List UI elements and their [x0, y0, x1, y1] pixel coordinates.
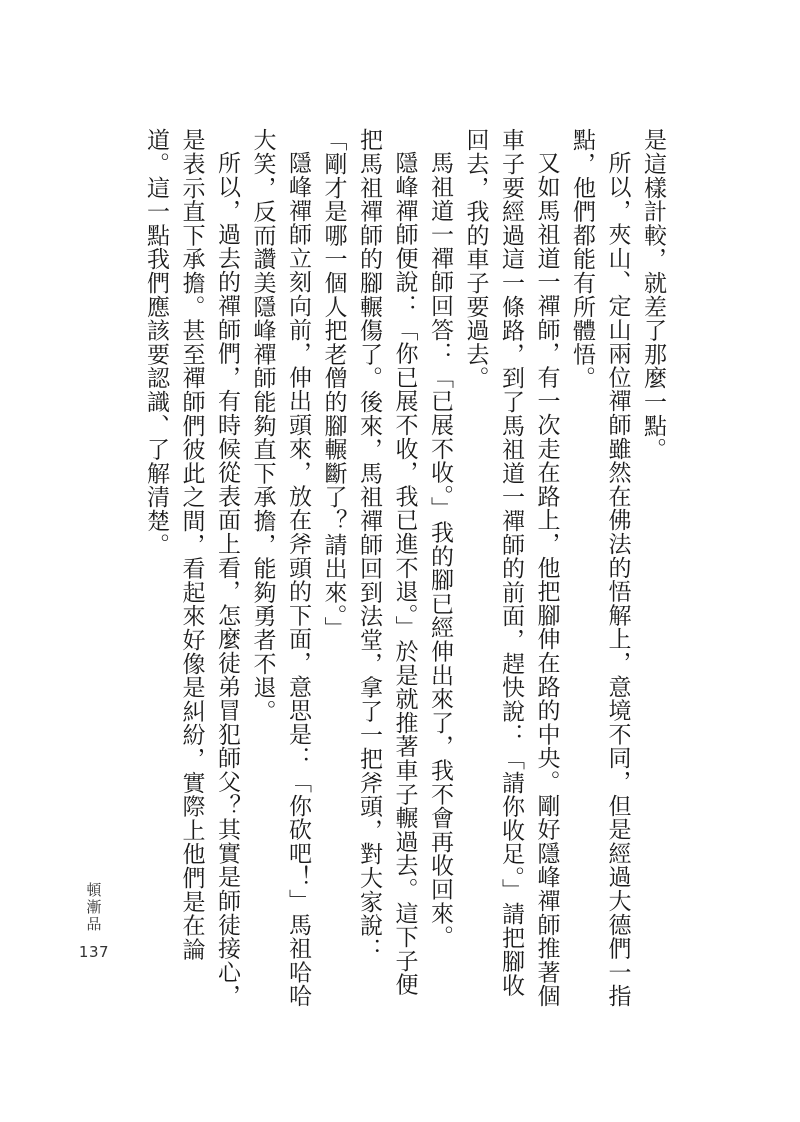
paragraph-7: 所以，過去的禪師們，有時候從表面上看，怎麼徒弟冒犯師父？其實是師徒接心，是表示直下承擔。甚至禪師們彼此之間，看起來好像是糾紛，實際上他們是在論道。這一點我們應該要認識、了解清楚。 — [143, 128, 240, 1008]
paragraph-4: 馬祖道一禪師回答：「已展不收。」我的腳已經伸出來了，我不會再收回來。 — [427, 151, 453, 949]
paragraph-2: 所以，夾山、定山兩位禪師雖然在佛法的悟解上，意境不同，但是經過大德們一指點，他們都能有所體悟。 — [569, 128, 631, 1008]
running-title: 頓漸品 — [84, 882, 103, 933]
paragraph-1: 是這樣計較，就差了那麼一點。 — [640, 128, 666, 462]
paragraph-3: 又如馬祖道一禪師，有一次走在路上，他把腳伸在路的中央。剛好隱峰禪師推著個車子要經過這一條路，到了馬祖道一禪師的前面，趕快說：「請你收足。」請把腳收回去，我的車子要過去。 — [462, 128, 560, 1008]
paragraph-6: 隱峰禪師立刻向前，伸出頭來，放在斧頭的下面，意思是：「你砍吧！」馬祖哈哈大笑，反而讚美隱峰禪師能夠直下承擔，能夠勇者不退。 — [249, 128, 311, 1008]
page-footer — [74, 882, 114, 961]
vertical-text-body — [138, 128, 671, 1008]
paragraph-5: 隱峰禪師便說：「你已展不收，我已進不退。」於是就推著車子輾過去。這下子便把馬祖禪師的腳輾傷了。後來，馬祖禪師回到法堂，拿了一把斧頭，對大家說：「剛才是哪一個人把老僧的腳輾斷了？請出來。」 — [320, 128, 418, 997]
page-number: 137 — [78, 943, 110, 961]
